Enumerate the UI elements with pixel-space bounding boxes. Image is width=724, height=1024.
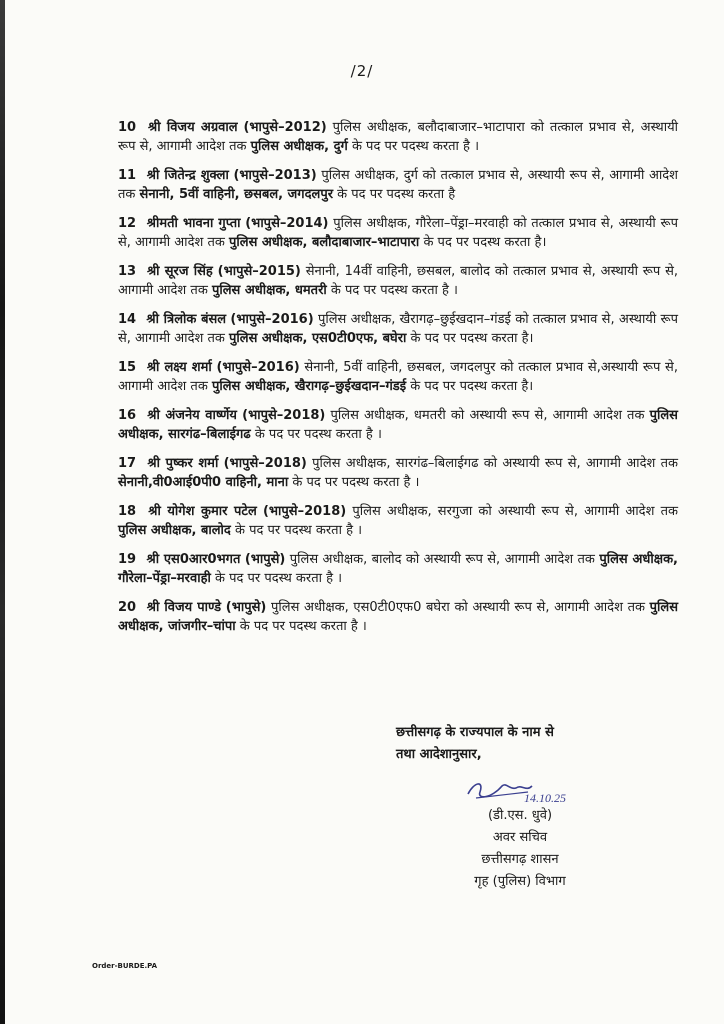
- order-from: पुलिस अधीक्षक, धमतरी को अस्थायी रूप से, आगामी आदेश तक: [330, 408, 645, 423]
- officer-batch: (भापुसे): [244, 552, 286, 567]
- order-list: [118, 118, 678, 646]
- officer-name: श्री विजय अग्रवाल: [147, 120, 238, 135]
- order-number: 19: [118, 552, 137, 567]
- page-edge-shadow: [0, 0, 5, 1024]
- order-number: 10: [118, 120, 137, 135]
- officer-batch: (भापुसे): [225, 600, 267, 615]
- order-suffix: के पद पर पदस्थ करता है ।: [330, 283, 458, 298]
- order-from: पुलिस अधीक्षक, सरगुजा को अस्थायी रूप से, आगामी आदेश तक: [352, 504, 678, 519]
- order-from: सेनानी, 5वीं वाहिनी, छसबल, जगदलपुर को तत्काल प्रभाव से,अस्थायी रूप से, आगामी आदेश तक: [118, 360, 678, 394]
- order-from: पुलिस अधीक्षक, खैरागढ़–छुईखदान–गंडई को तत्काल प्रभाव से, अस्थायी रूप से, आगामी आदेश तक: [118, 312, 679, 346]
- order-suffix: के पद पर पदस्थ करता है ।: [215, 571, 343, 586]
- authority-line-1: छत्तीसगढ़ के राज्यपाल के नाम से: [396, 725, 554, 740]
- order-suffix: के पद पर पदस्थ करता है।: [410, 379, 534, 394]
- order-suffix: के पद पर पदस्थ करता है ।: [239, 619, 367, 634]
- order-suffix: के पद पर पदस्थ करता है: [337, 187, 456, 202]
- order-number: 11: [118, 168, 137, 183]
- signatory-government: छत्तीसगढ़ शासन: [481, 852, 559, 867]
- officer-name: श्री लक्ष्य शर्मा: [146, 360, 212, 375]
- authority-block: [390, 722, 630, 766]
- order-item: [118, 406, 678, 444]
- order-new-post: पुलिस अधीक्षक, बालोद: [118, 523, 231, 538]
- officer-batch: (भापुसे–2012): [243, 120, 327, 135]
- order-suffix: के पद पर पदस्थ करता है।: [410, 331, 534, 346]
- order-number: 13: [118, 264, 137, 279]
- signatory-name: (डी.एस. धुवे): [487, 808, 553, 823]
- officer-name: श्री एस0आर0भगत: [146, 552, 241, 567]
- officer-name: श्री जितेन्द्र शुक्ला: [146, 168, 229, 183]
- order-item: [118, 358, 678, 396]
- officer-batch: (भापुसे–2016): [230, 312, 314, 327]
- order-item: [118, 166, 678, 204]
- order-new-post: पुलिस अधीक्षक, खैरागढ़–छुईखदान–गंडई: [211, 379, 407, 394]
- order-item: [118, 454, 678, 492]
- order-item: [118, 214, 678, 252]
- officer-batch: (भापुसे–2018): [242, 408, 326, 423]
- order-from: पुलिस अधीक्षक, सारगंढ–बिलाईगढ को अस्थायी रूप से, आगामी आदेश तक: [312, 456, 679, 471]
- order-item: [118, 502, 678, 540]
- order-new-post: पुलिस अधीक्षक, धमतरी: [211, 283, 327, 298]
- signatory-block: [440, 805, 600, 893]
- order-new-post: पुलिस अधीक्षक, जांजगीर–चांपा: [118, 600, 679, 634]
- order-from: पुलिस अधीक्षक, गौरेला–पेंड्रा–मरवाही को तत्काल प्रभाव से, अस्थायी रूप से, आगामी आदेश तक: [118, 216, 678, 250]
- order-number: 15: [118, 360, 137, 375]
- order-from: पुलिस अधीक्षक, बालोद को अस्थायी रूप से, आगामी आदेश तक: [289, 552, 595, 567]
- signature-date: 14.10.25: [524, 791, 566, 805]
- order-new-post: सेनानी,वी0आई0पी0 वाहिनी, माना: [118, 475, 289, 490]
- order-new-post: पुलिस अधीक्षक, दुर्ग: [250, 139, 348, 154]
- signatory-department: गृह (पुलिस) विभाग: [474, 874, 566, 889]
- order-new-post: पुलिस अधीक्षक, गौरेला–पेंड्रा–मरवाही: [118, 552, 678, 586]
- order-item: [118, 550, 678, 588]
- order-item: [118, 262, 678, 300]
- officer-batch: (भापुसे–2018): [223, 456, 307, 471]
- officer-batch: (भापुसे–2018): [262, 504, 347, 519]
- order-number: 14: [118, 312, 137, 327]
- officer-batch: (भापुसे–2015): [217, 264, 301, 279]
- authority-line-2: तथा आदेशानुसार,: [396, 747, 482, 762]
- order-from: सेनानी, 14वीं वाहिनी, छसबल, बालोद को तत्काल प्रभाव से, अस्थायी रूप से, आगामी आदेश तक: [118, 264, 679, 298]
- order-item: [118, 598, 678, 636]
- footer-reference: Order-BURDE.PA: [92, 962, 158, 970]
- order-suffix: के पद पर पदस्थ करता है ।: [351, 139, 480, 154]
- order-number: 20: [118, 600, 137, 615]
- order-new-post: पुलिस अधीक्षक, सारगंढ–बिलाईगढ: [118, 408, 678, 442]
- order-item: [118, 310, 678, 348]
- order-suffix: के पद पर पदस्थ करता है।: [423, 235, 547, 250]
- officer-name: श्रीमती भावना गुप्ता: [146, 216, 241, 231]
- officer-name: श्री त्रिलोक बंसल: [146, 312, 227, 327]
- order-item: [118, 118, 678, 156]
- officer-name: श्री योगेश कुमार पटेल: [148, 504, 257, 519]
- order-suffix: के पद पर पदस्थ करता है ।: [254, 427, 382, 442]
- officer-name: श्री अंजनेय वार्ष्णेय: [147, 408, 237, 423]
- order-new-post: पुलिस अधीक्षक, एस0टी0एफ, बघेरा: [229, 331, 407, 346]
- officer-batch: (भापुसे–2013): [233, 168, 317, 183]
- signatory-designation: अवर सचिव: [492, 830, 548, 845]
- officer-name: श्री पुष्कर शर्मा: [147, 456, 219, 471]
- order-number: 12: [118, 216, 137, 231]
- order-from: पुलिस अधीक्षक, एस0टी0एफ0 बघेरा को अस्थायी रूप से, आगामी आदेश तक: [271, 600, 645, 615]
- order-number: 17: [118, 456, 137, 471]
- order-new-post: सेनानी, 5वीं वाहिनी, छसबल, जगदलपुर: [139, 187, 334, 202]
- order-number: 18: [118, 504, 137, 519]
- officer-name: श्री सूरज सिंह: [146, 264, 213, 279]
- order-from: पुलिस अधीक्षक, दुर्ग को तत्काल प्रभाव से, अस्थायी रूप से, आगामी आदेश तक: [118, 168, 678, 202]
- officer-batch: (भापुसे–2014): [245, 216, 329, 231]
- order-number: 16: [118, 408, 137, 423]
- order-suffix: के पद पर पदस्थ करता है ।: [292, 475, 420, 490]
- officer-name: श्री विजय पाण्डे: [146, 600, 222, 615]
- officer-batch: (भापुसे–2016): [216, 360, 300, 375]
- order-from: पुलिस अधीक्षक, बलौदाबाजार–भाटापारा को तत्काल प्रभाव से, अस्थायी रूप से, आगामी आदेश तक: [118, 120, 678, 154]
- order-new-post: पुलिस अधीक्षक, बलौदाबाजार–भाटापारा: [229, 235, 420, 250]
- order-suffix: के पद पर पदस्थ करता है ।: [234, 523, 363, 538]
- page-number: /2/: [350, 62, 374, 80]
